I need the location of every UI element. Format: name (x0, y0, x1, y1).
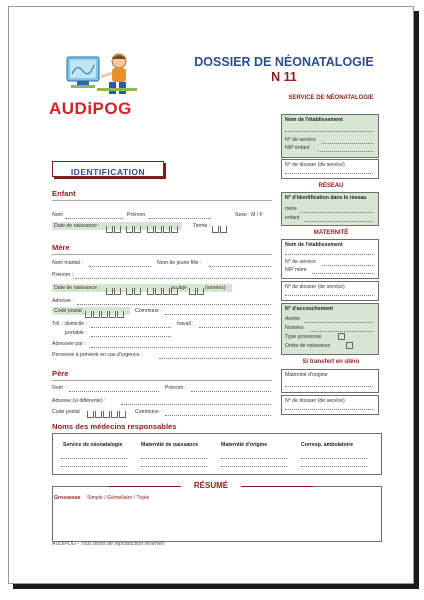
maternite-origine-field[interactable] (285, 386, 373, 387)
medecins-table (52, 433, 382, 475)
mere-tel-label: Tél. : (52, 321, 64, 327)
pere-nom-field[interactable] (69, 391, 159, 392)
medecins-col-1: Service de néonatalogie (63, 442, 123, 448)
medecins-field-1a[interactable] (61, 458, 127, 459)
resume-heading: RÉSUMÉ (181, 481, 241, 490)
accouchement-annee-label: Année (285, 316, 301, 322)
medecins-col-3: Maternité d'origine (221, 442, 268, 448)
resume-grossesse-options: Simple / Gémellaire / Triple (87, 495, 150, 501)
reseau-mere-label: mère (285, 206, 297, 212)
mere-prevenir-label: Personne à prévenir en cas d'urgence : (52, 352, 143, 358)
accouchement-ordre-label: Ordre de naissance (285, 343, 331, 349)
accouchement-numero-label: Numéro (285, 325, 304, 331)
page-subtitle: N 11 (271, 70, 297, 84)
resume-rule-left (109, 486, 181, 487)
service-no-field[interactable] (322, 143, 373, 144)
dossier-service-3-label: N° de dossier (de service) (285, 398, 345, 404)
mere-nom-marital-label: Nom marital : (52, 260, 83, 266)
dossier-service-box-3 (281, 395, 379, 415)
mere-annees-label: (années) (205, 285, 226, 291)
mere-travail-label: travail : (177, 321, 194, 327)
accouchement-annee-field[interactable] (304, 322, 373, 323)
mere-domicile-label: domicile : (65, 321, 87, 327)
reseau-enfant-label: enfant (285, 215, 300, 221)
enfant-ddn-boxes[interactable] (106, 221, 179, 239)
logo (49, 51, 153, 121)
dossier-service-1-field[interactable] (285, 173, 373, 174)
mere-age-label: ou âge (171, 285, 187, 291)
medecins-heading: Noms des médecins responsables (52, 422, 177, 431)
logo-illustration-icon (57, 51, 147, 99)
mere-domicile-field[interactable] (91, 327, 171, 328)
medecins-field-4b[interactable] (301, 466, 367, 467)
resume-rule-right (241, 486, 313, 487)
enfant-prenom-label: Prénom (127, 212, 146, 218)
maternite-nip-field[interactable] (312, 273, 373, 274)
maternite-origine-label: Maternité d'origine (285, 372, 328, 378)
pere-adresse-label: Adresse (si différente) : (52, 398, 106, 404)
mere-heading: Mère (52, 243, 70, 252)
service-no-label: N° de service (285, 137, 316, 143)
enfant-rule (52, 200, 272, 201)
logo-text: AUDiPOG (49, 99, 132, 118)
service-nom-etab-label: Nom de l'établissement (285, 117, 343, 123)
resume-grossesse-label: Grossesse (54, 495, 81, 501)
mere-adresse-field[interactable] (77, 304, 271, 305)
maternite-nom-etab-field[interactable] (285, 254, 373, 255)
mere-adressee-par-label: Adressée par : (52, 341, 86, 347)
reseau-box (281, 192, 379, 226)
dossier-service-3-field[interactable] (285, 409, 373, 410)
medecins-col-2: Maternité de naissance (141, 442, 199, 448)
mere-adresse-label: Adresse : (52, 298, 74, 304)
mere-nom-marital-field[interactable] (89, 266, 151, 267)
medecins-field-2b[interactable] (141, 466, 207, 467)
medecins-field-1b[interactable] (61, 466, 127, 467)
dossier-service-2-label: N° de dossier (de service) (285, 284, 345, 290)
mere-prenom-label: Prénom : (52, 272, 74, 278)
accouchement-ordre-checkbox[interactable] (346, 342, 353, 349)
dossier-service-box-1 (281, 159, 379, 179)
medecins-field-2a[interactable] (141, 458, 207, 459)
service-nip-field[interactable] (318, 151, 373, 152)
enfant-nom-label: Nom (52, 212, 63, 218)
accouchement-numero-field[interactable] (310, 331, 373, 332)
pere-prenom-field[interactable] (191, 391, 271, 392)
medecins-field-4a[interactable] (301, 458, 367, 459)
medecins-col-4: Corresp. ambulatoire (301, 442, 354, 448)
medecins-field-3a[interactable] (221, 458, 287, 459)
service-title: SERVICE DE NÉONATALOGIE (288, 95, 374, 101)
pere-adresse-field[interactable] (121, 404, 271, 405)
footer-copyright: AUDIPOG - Tous droits de reproduction réservés (52, 541, 165, 547)
mere-portable-label: portable : (65, 330, 87, 336)
maternite-title: MATERNITÉ (313, 230, 349, 236)
pere-heading: Père (52, 369, 69, 378)
maternite-nip-label: NIP mère (285, 267, 307, 273)
mere-prevenir-field[interactable] (159, 358, 271, 359)
accouchement-type-label: Type grossesse (285, 334, 322, 340)
pere-code-postal-label: Code postal (52, 409, 80, 415)
service-nom-etab-field[interactable] (285, 131, 373, 132)
reseau-mere-field[interactable] (300, 212, 373, 213)
mere-portable-field[interactable] (91, 336, 171, 337)
enfant-nom-field[interactable] (65, 218, 123, 219)
maternite-box (281, 239, 379, 279)
accouchement-box (281, 303, 379, 355)
maternite-no-label: N° de service (285, 259, 316, 265)
mere-code-postal-label: Code postal (54, 308, 82, 314)
reseau-title: RÉSEAU (318, 183, 344, 189)
service-nip-label: NIP enfant (285, 145, 310, 151)
pere-commune-field[interactable] (165, 415, 271, 416)
mere-nom-jeune-fille-field[interactable] (209, 266, 271, 267)
mere-commune-field[interactable] (165, 314, 271, 315)
maternite-no-field[interactable] (322, 265, 373, 266)
mere-commune-label: Commune : (135, 308, 162, 314)
mere-ddn-boxes[interactable] (106, 283, 179, 301)
enfant-terme-boxes[interactable] (212, 221, 228, 239)
enfant-sexe-label: Sexe : M / F (235, 212, 263, 218)
page-title: DOSSIER DE NÉONATALOGIE (194, 55, 374, 69)
dossier-service-box-2 (281, 281, 379, 301)
mere-cp-boxes[interactable] (85, 306, 125, 324)
identification-label: IDENTIFICATION (70, 167, 146, 177)
mere-rule (52, 254, 272, 255)
mere-adressee-par-field[interactable] (91, 347, 271, 348)
enfant-heading: Enfant (52, 189, 76, 198)
mere-ddn-label: Date de naissance : (54, 285, 100, 291)
enfant-terme-label: Terme : (193, 223, 211, 229)
reseau-enfant-field[interactable] (304, 221, 373, 222)
pere-prenom-label: Prénom : (165, 385, 187, 391)
transfert-title: Si transfert en utéro (302, 359, 360, 365)
accouchement-no-label: N° d'accouchement (285, 306, 333, 312)
pere-nom-label: Nom : (52, 385, 66, 391)
enfant-ddn-label: Date de naissance : (54, 223, 100, 229)
identification-box (52, 161, 164, 177)
maternite-origine-box (281, 369, 379, 393)
enfant-prenom-field[interactable] (149, 218, 211, 219)
reseau-id-label: N° d'identification dans le réseau (285, 195, 367, 201)
pere-rule (52, 380, 272, 381)
accouchement-type-checkbox[interactable] (338, 333, 345, 340)
form-page (8, 6, 414, 584)
dossier-service-1-label: N° de dossier (de service) (285, 162, 345, 168)
pere-commune-label: Commune : (135, 409, 162, 415)
medecins-field-3b[interactable] (221, 466, 287, 467)
mere-nom-jeune-fille-label: Nom de jeune fille : (157, 260, 202, 266)
maternite-nom-etab-label: Nom de l'établissement (285, 242, 343, 248)
mere-prenom-field[interactable] (75, 278, 271, 279)
dossier-service-2-field[interactable] (285, 295, 373, 296)
service-box (281, 114, 379, 158)
mere-travail-field[interactable] (199, 327, 271, 328)
mere-age-boxes[interactable] (189, 283, 205, 301)
